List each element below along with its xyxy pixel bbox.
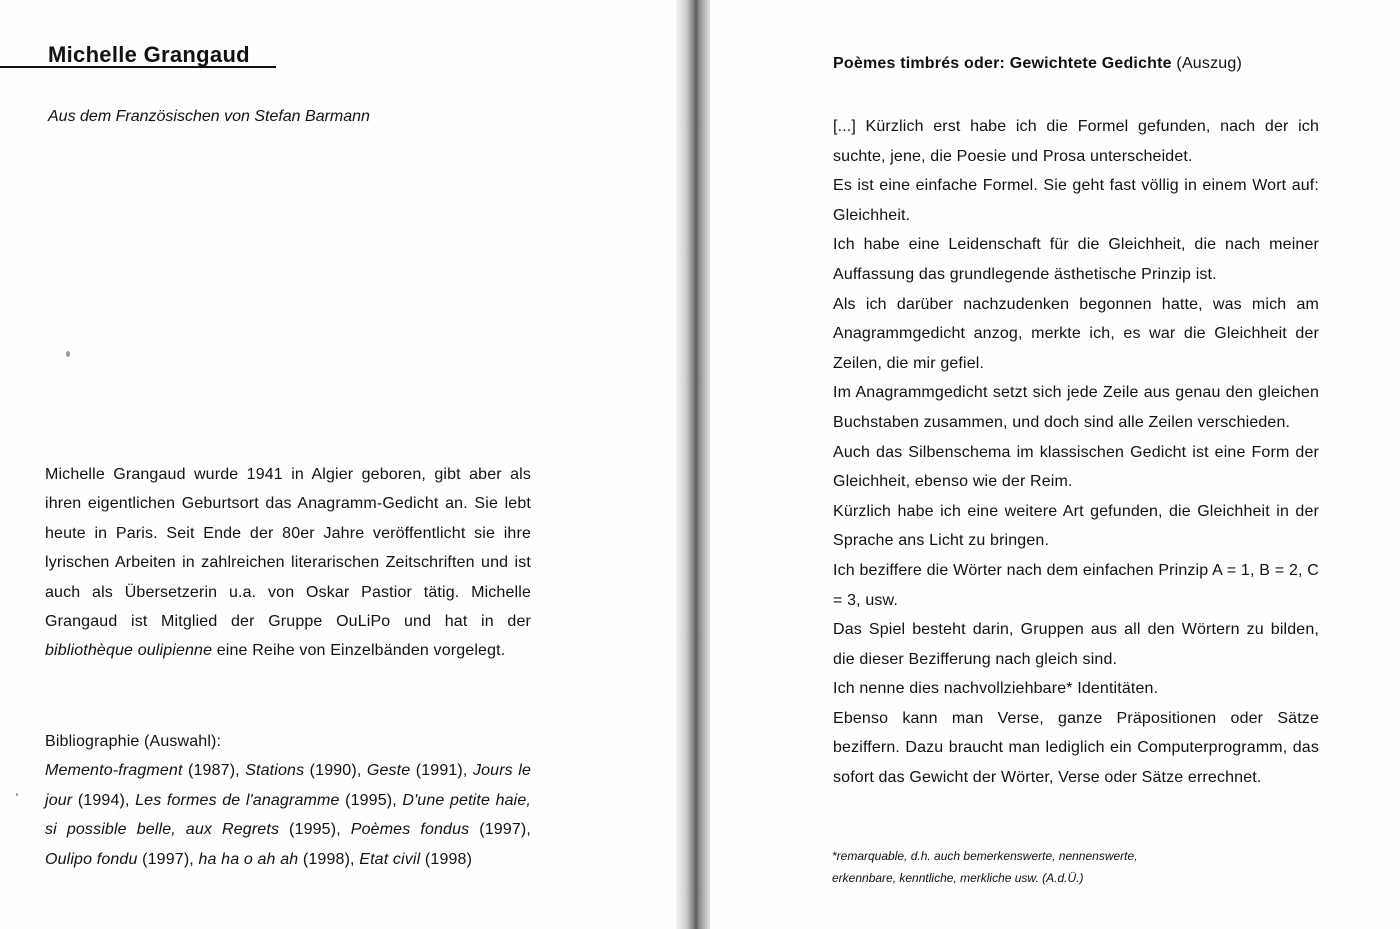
poem-paragraph: Im Anagrammgedicht setzt sich jede Zeile aus genau den gleichen Buchstaben zusammen, und doch sind alle Zeilen verschieden. <box>833 384 1319 431</box>
book-title: Stations <box>245 762 305 780</box>
book-year: (1997), <box>469 821 532 839</box>
poem-paragraph: Ich nenne dies nachvollziehbare* Identitäten. <box>833 680 1159 698</box>
book-year: (1990), <box>304 762 367 780</box>
book-title: Jours le jour <box>45 762 532 809</box>
poem-text <box>833 112 1319 793</box>
bibliography-list <box>45 756 531 874</box>
paper-speck <box>16 793 18 796</box>
book-title: Oulipo fondu <box>45 850 138 868</box>
bio-text: eine Reihe von Einzelbänden vorgelegt. <box>212 642 506 660</box>
book-year: (1995), <box>279 821 351 839</box>
bibliography-heading: Bibliographie (Auswahl): <box>45 733 222 750</box>
book-year: (1997), <box>137 850 199 868</box>
poem-paragraph: Auch das Silbenschema im klassischen Gedicht ist eine Form der Gleichheit, ebenso wie der Reim. <box>833 443 1319 491</box>
poem-paragraph: Ich beziffere die Wörter nach dem einfachen Prinzip A = 1, B = 2, C = 3, usw. <box>833 561 1319 609</box>
book-year: (1994), <box>72 791 136 809</box>
book-title: Memento-fragment <box>45 762 183 780</box>
book-year: (1998), <box>298 850 360 868</box>
paper-speck <box>66 351 70 357</box>
poem-paragraph: [...] Kürzlich erst habe ich die Formel gefunden, nach der ich suchte, jene, die Poesie und Prosa unterscheidet. <box>833 118 1319 165</box>
book-year: (1995), <box>339 791 403 809</box>
poem-paragraph: Kürzlich habe ich eine weitere Art gefunden, die Gleichheit in der Sprache ans Licht zu bringen. <box>833 502 1319 550</box>
poem-paragraph: Es ist eine einfache Formel. Sie geht fast völlig in einem Wort auf: Gleichheit. <box>833 177 1319 224</box>
poem-paragraph: Ebenso kann man Verse, ganze Präpositionen oder Sätze beziffern. Dazu braucht man lediglich ein Computerprogramm, das sofort das Gewicht der Wörter, Verse oder Sätze errechnet. <box>833 709 1319 787</box>
book-title: Les formes de l'anagramme <box>135 791 340 809</box>
book-title: Geste <box>366 762 411 780</box>
bio-series-title: bibliothèque oulipienne <box>45 642 213 660</box>
poem-paragraph: Als ich darüber nachzudenken begonnen hatte, was mich am Anagrammgedicht anzog, merkte ich, es war die Gleichheit der Zeilen, die mir gefiel. <box>833 295 1319 372</box>
poem-title <box>833 55 1242 73</box>
bio-text: Michelle Grangaud wurde 1941 in Algier geboren, gibt aber als ihren eigentlichen Geburtsort das Anagramm-Gedicht an. Sie lebt heute in Paris. Seit Ende der 80er Jahre veröffentlicht sie ihre lyrischen Arbeiten in zahlreichen literarischen Zeitschriften und ist auch als Übersetzerin u.a. von Oskar Pastior tätig. Michelle Grangaud ist Mitglied der Gruppe OuLiPo und hat in der <box>45 466 531 631</box>
author-biography <box>45 460 531 666</box>
bibliography <box>45 727 531 874</box>
book-year: (1998) <box>420 850 473 868</box>
poem-paragraph: Ich habe eine Leidenschaft für die Gleichheit, die nach meiner Auffassung das grundlegende ästhetische Prinzip ist. <box>833 236 1319 283</box>
poem-title-suffix: (Auszug) <box>1171 55 1243 72</box>
translator-note: Aus dem Französischen von Stefan Barmann <box>48 108 370 125</box>
left-page <box>0 0 684 929</box>
poem-paragraph: Das Spiel besteht darin, Gruppen aus all den Wörtern zu bilden, die dieser Bezifferung nach gleich sind. <box>833 621 1319 668</box>
book-title: ha ha o ah ah <box>198 850 299 868</box>
poem-title-main: Poèmes timbrés oder: Gewichtete Gedichte <box>833 55 1172 72</box>
book-year: (1987), <box>182 762 246 780</box>
translator-footnote: *remarquable, d.h. auch bemerkenswerte, nennenswerte, erkennbare, kenntliche, merkliche usw. (A.d.Ü.) <box>832 849 1138 885</box>
author-name: Michelle Grangaud <box>48 42 250 67</box>
book-title: Etat civil <box>359 850 421 868</box>
book-title: Poèmes fondus <box>350 821 470 839</box>
book-title: D'une petite haie, si possible belle, aux Regrets <box>45 791 532 839</box>
book-year: (1991), <box>410 762 473 780</box>
